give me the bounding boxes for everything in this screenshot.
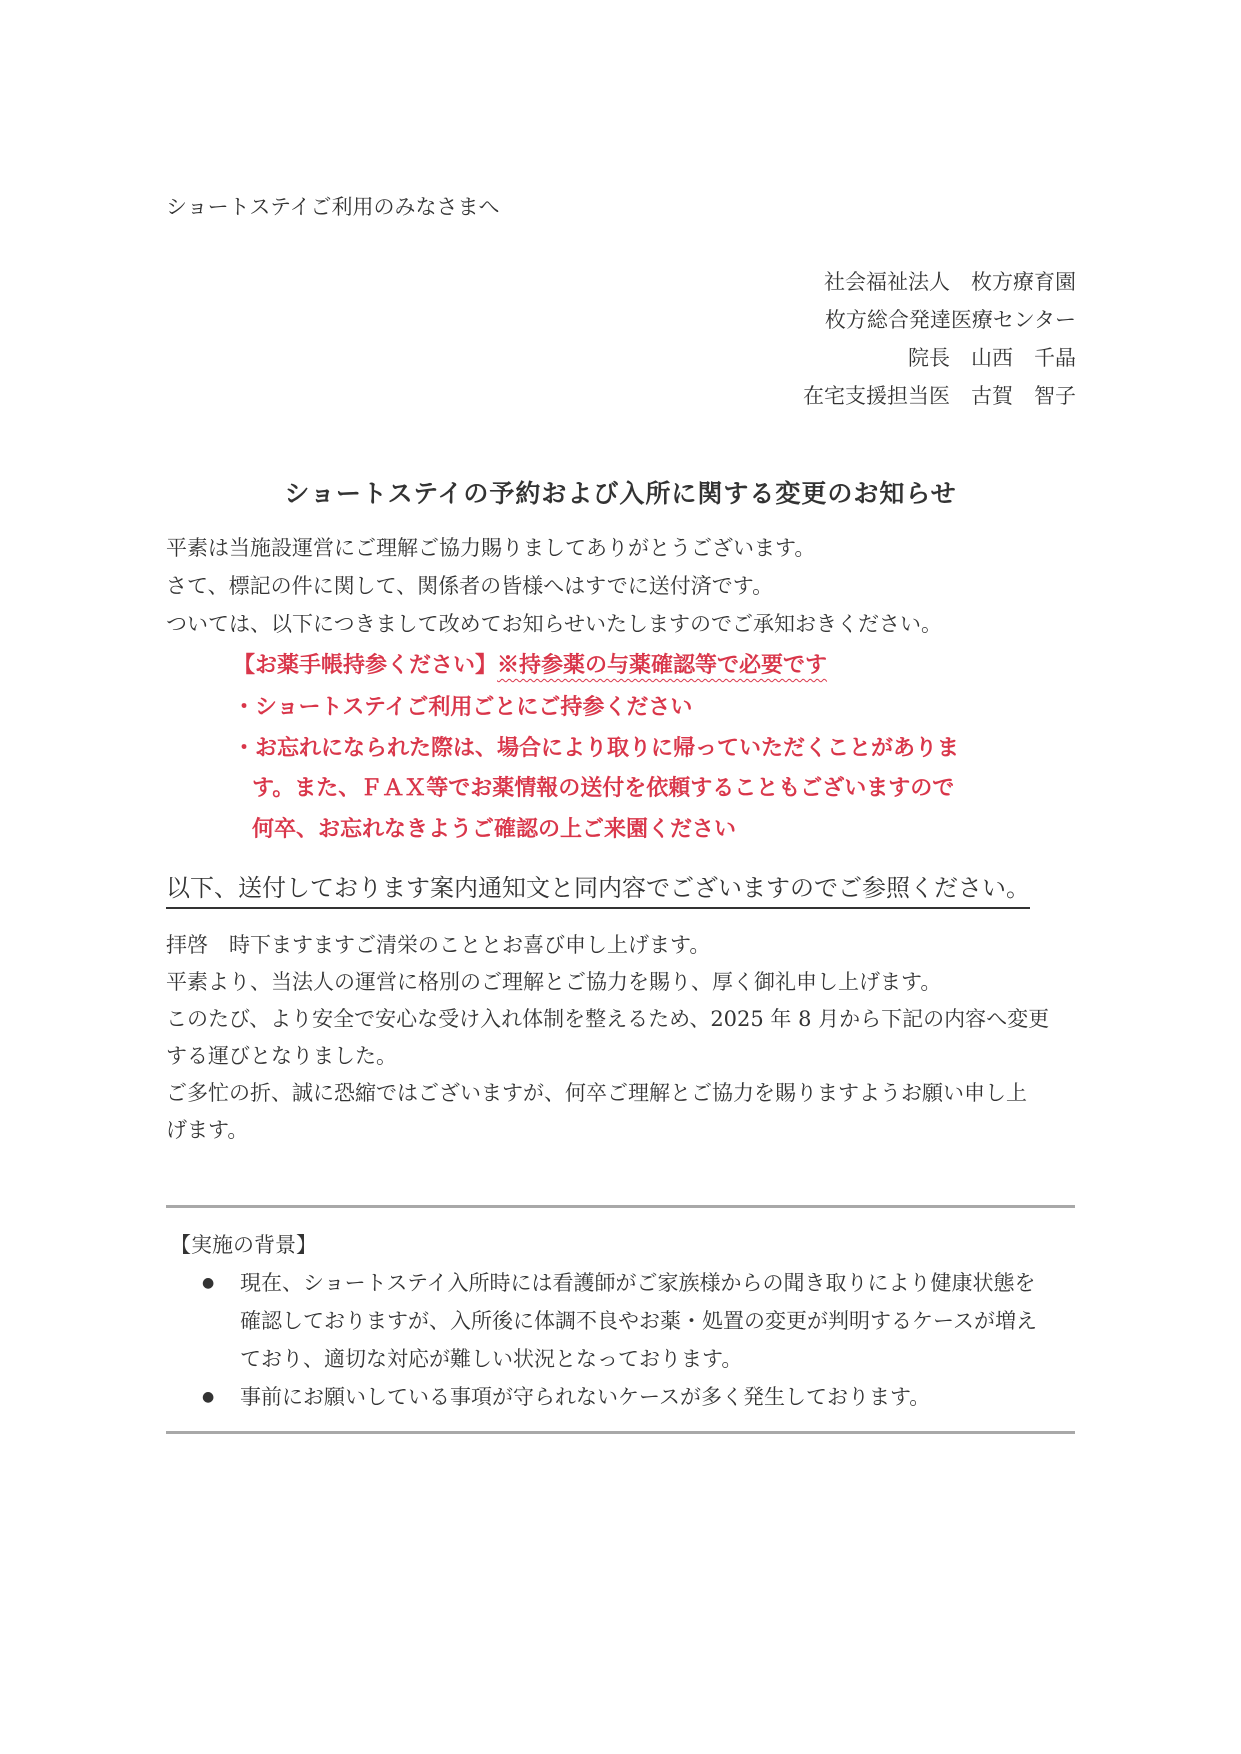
- bullet-dot-2: ●: [202, 1389, 215, 1405]
- notice-item-2-line-2: す。また、ＦＡＸ等でお薬情報の送付を依頼することもございますので: [252, 775, 955, 801]
- notice-heading: 【お薬手帳持参ください】: [233, 652, 498, 678]
- letter-line-2: 平素より、当法人の運営に格別のご理解とご協力を賜り、厚く御礼申し上げます。: [166, 970, 942, 994]
- letter-line-4: する運びとなりました。: [166, 1044, 397, 1068]
- background-bullet-2: 事前にお願いしている事項が守られないケースが多く発生しております。: [240, 1385, 931, 1409]
- notice-heading-row: [233, 650, 827, 680]
- background-bullet-1-line-1: 現在、ショートステイ入所時には看護師がご家族様からの聞き取りにより健康状態を: [240, 1271, 1036, 1295]
- background-heading: 【実施の背景】: [170, 1233, 317, 1257]
- intro-line-3: ついては、以下につきまして改めてお知らせいたしますのでご承知おきください。: [166, 612, 942, 636]
- addressee: ショートステイご利用のみなさまへ: [166, 195, 500, 219]
- section-divider-bottom: [166, 1431, 1075, 1434]
- section-divider-top: [166, 1205, 1075, 1208]
- sender-organization: 社会福祉法人 枚方療育園: [824, 270, 1076, 294]
- letter-line-5: ご多忙の折、誠に恐縮ではございますが、何卒ご理解とご協力を賜りますようお願い申し上: [166, 1081, 1027, 1105]
- bullet-dot-1: ●: [202, 1275, 215, 1291]
- sender-facility: 枚方総合発達医療センター: [824, 308, 1076, 332]
- sender-director: 院長 山西 千晶: [908, 346, 1076, 370]
- letter-line-3: このたび、より安全で安心な受け入れ体制を整えるため、2025 年 8 月から下記の内容へ変更: [166, 1007, 1050, 1031]
- notice-item-2-line-1: ・お忘れになられた際は、場合により取りに帰っていただくことがありま: [233, 735, 960, 761]
- intro-line-2: さて、標記の件に関して、関係者の皆様へはすでに送付済です。: [166, 574, 774, 598]
- reference-statement: 以下、送付しております案内通知文と同内容でございますのでご参照ください。: [166, 872, 1030, 909]
- letter-line-1: 拝啓 時下ますますご清栄のこととお喜び申し上げます。: [166, 933, 711, 957]
- notice-item-2-line-3: 何卒、お忘れなきようご確認の上ご来園ください: [252, 816, 737, 842]
- background-bullet-1-line-2: 確認しておりますが、入所後に体調不良やお薬・処置の変更が判明するケースが増え: [240, 1309, 1037, 1333]
- notice-title: ショートステイの予約および入所に関する変更のお知らせ: [284, 479, 957, 508]
- sender-doctor: 在宅支援担当医 古賀 智子: [803, 384, 1076, 408]
- intro-line-1: 平素は当施設運営にご理解ご協力賜りましてありがとうございます。: [166, 536, 816, 560]
- notice-item-1: ・ショートステイご利用ごとにご持参ください: [233, 694, 693, 720]
- letter-line-6: げます。: [166, 1118, 249, 1142]
- background-bullet-1-line-3: ており、適切な対応が難しい状況となっております。: [240, 1347, 743, 1371]
- notice-heading-note: ※持参薬の与薬確認等で必要です: [497, 652, 828, 678]
